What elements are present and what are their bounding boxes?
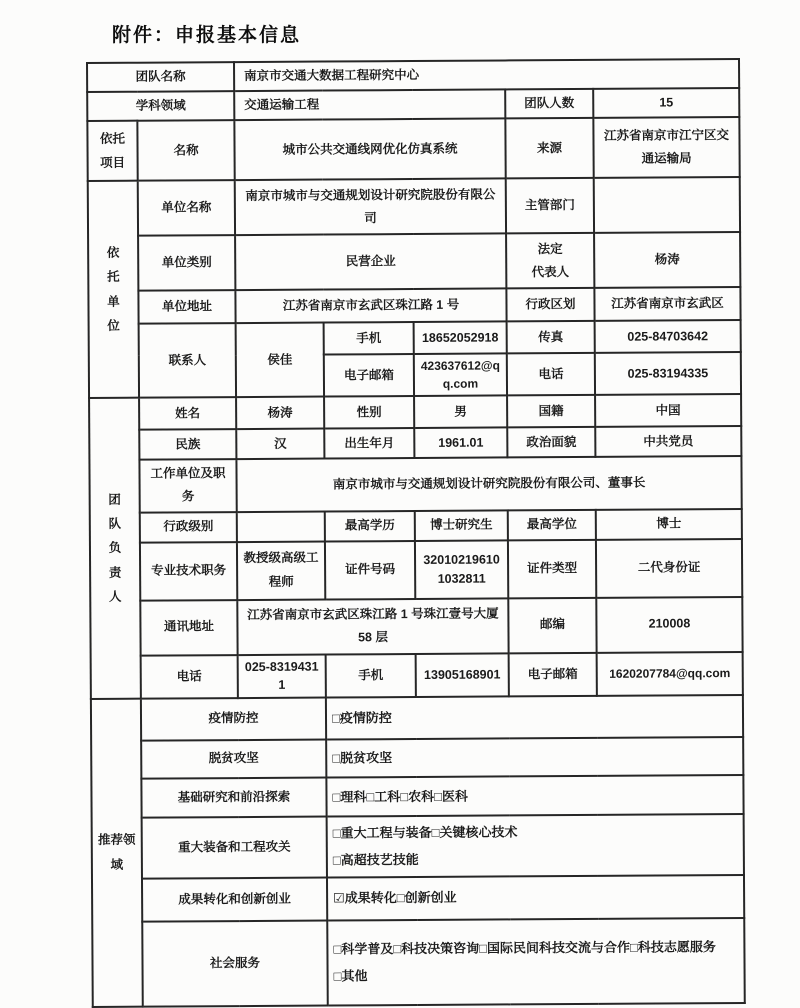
team-size-value: 15 (593, 88, 739, 118)
table-row (92, 875, 744, 922)
project-source-label: 来源 (505, 118, 593, 179)
leader-mobile-value: 13905168901 (416, 653, 509, 697)
legal-rep-label: 法定 代表人 (506, 233, 594, 289)
recommend-row-options (326, 737, 743, 778)
leader-edu-value: 博士研究生 (415, 510, 508, 541)
unit-email-label: 电子邮箱 (324, 354, 414, 397)
checkbox-option-line: □脱贫攻坚 (332, 750, 393, 766)
project-name-value: 城市公共交通线网优化仿真系统 (234, 119, 505, 181)
checkbox-option-line: □疫情防控 (331, 710, 392, 726)
leader-address-value: 江苏省南京市玄武区珠江路 1 号珠江壹号大厦 58 层 (237, 598, 508, 655)
leader-workunit-value: 南京市城市与交通规划设计研究院股份有限公司、董事长 (236, 456, 741, 511)
page-title: 附件：申报基本信息 (112, 25, 302, 46)
recommend-row-options (327, 875, 744, 921)
leader-idnumber-value: 320102196101032811 (415, 540, 508, 599)
checkbox-option-line: □其他 (333, 968, 368, 984)
table-row (91, 651, 743, 698)
admin-division-label: 行政区划 (506, 288, 594, 322)
unit-address-value: 江苏省南京市玄武区珠江路 1 号 (235, 289, 506, 324)
leader-section-label: 团 队 负 责 人 (89, 398, 141, 699)
table-row (90, 509, 742, 543)
leader-idtype-value: 二代身份证 (596, 539, 742, 598)
project-source-value: 江苏省南京市江宁区交通运输局 (593, 117, 739, 178)
recommend-row-options (326, 775, 743, 817)
table-row (89, 320, 741, 356)
leader-adminlevel-value (237, 511, 325, 542)
table-row (87, 88, 739, 121)
unit-address-label: 单位地址 (138, 290, 235, 324)
leader-nationality-value: 中国 (595, 394, 741, 427)
subject-area-label: 学科领域 (87, 91, 234, 121)
unit-section-label: 依 托 单 位 (88, 181, 139, 398)
competent-dept-value (594, 177, 740, 233)
leader-email-label: 电子邮箱 (509, 652, 597, 696)
leader-phone-label: 电话 (141, 655, 238, 699)
table-row (89, 456, 741, 512)
leader-birth-label: 出生年月 (324, 428, 414, 459)
unit-email-value: 423637612@qq.com (414, 354, 507, 397)
table-row (88, 232, 740, 291)
subject-area-value: 交通运输工程 (234, 90, 505, 121)
leader-ethnicity-value: 汉 (236, 429, 324, 460)
unit-mobile-label: 手机 (324, 322, 414, 355)
leader-idnumber-label: 证件号码 (325, 540, 415, 599)
table-row (88, 287, 740, 324)
recommend-row-label: 疫情防控 (141, 698, 326, 741)
table-row (87, 59, 739, 92)
leader-edu-label: 最高学历 (325, 511, 415, 542)
recommend-section-label: 推荐领 域 (91, 699, 143, 1007)
table-row (91, 775, 743, 818)
leader-phone-value: 025-83194311 (238, 654, 326, 698)
leader-gender-value: 男 (414, 396, 507, 429)
recommend-row-options (327, 918, 745, 1006)
table-row (87, 117, 739, 181)
leader-techtitle-label: 专业技术职务 (140, 542, 237, 601)
leader-idtype-label: 证件类型 (508, 539, 596, 598)
team-name-value: 南京市交通大数据工程研究中心 (234, 59, 739, 91)
checkbox-option-line: □理科□工科□农科□医科 (332, 788, 468, 805)
table-row (88, 177, 740, 236)
team-name-label: 团队名称 (87, 62, 234, 92)
leader-zip-value: 210008 (596, 597, 742, 653)
leader-degree-label: 最高学位 (508, 509, 596, 540)
unit-name-label: 单位名称 (138, 180, 235, 236)
unit-fax-label: 传真 (507, 321, 595, 354)
recommend-row-options (326, 695, 743, 740)
contact-value: 侯佳 (236, 323, 324, 398)
leader-zip-label: 邮编 (508, 597, 596, 653)
unit-name-value: 南京市城市与交通规划设计研究院股份有限公司 (235, 179, 506, 236)
leader-nationality-label: 国籍 (507, 395, 595, 428)
recommend-row-label: 成果转化和创新创业 (142, 877, 327, 921)
admin-division-value: 江苏省南京市玄武区 (594, 287, 740, 321)
project-section-label: 依托 项目 (87, 121, 137, 181)
leader-email-value: 1620207784@qq.com (597, 651, 743, 695)
unit-phone-label: 电话 (507, 353, 595, 396)
checkbox-option-line-checked: ☑成果转化□创新创业 (333, 890, 457, 906)
project-name-label: 名称 (137, 120, 234, 181)
table-row (92, 918, 745, 1007)
leader-name-label: 姓名 (139, 397, 236, 430)
leader-mobile-label: 手机 (326, 653, 416, 697)
table-row (90, 597, 742, 656)
checkbox-option-line: □重大工程与装备□关键核心技术 (332, 824, 518, 841)
leader-political-label: 政治面貌 (507, 427, 595, 458)
recommend-row-label: 社会服务 (142, 920, 328, 1006)
recommend-row-label: 重大装备和工程攻关 (142, 817, 327, 879)
leader-address-label: 通讯地址 (140, 600, 237, 656)
competent-dept-label: 主管部门 (506, 178, 594, 234)
leader-workunit-label: 工作单位及职务 (139, 459, 236, 512)
leader-ethnicity-label: 民族 (139, 429, 236, 460)
recommend-row-options (327, 814, 744, 877)
table-row (92, 814, 744, 879)
table-row (91, 737, 743, 779)
table-row (90, 539, 742, 601)
table-row (89, 394, 741, 430)
leader-adminlevel-label: 行政级别 (140, 512, 237, 543)
unit-phone-value: 025-83194335 (595, 352, 741, 395)
leader-birth-value: 1961.01 (414, 428, 507, 459)
unit-fax-value: 025-84703642 (595, 320, 741, 353)
leader-name-value: 杨涛 (236, 397, 324, 430)
unit-mobile-value: 18652052918 (414, 322, 507, 355)
recommend-row-label: 基础研究和前沿探索 (141, 778, 326, 818)
leader-political-value: 中共党员 (595, 426, 741, 457)
checkbox-option-line: □科学普及□科技决策咨询□国际民间科技交流与合作□科技志愿服务 (333, 938, 716, 957)
application-info-table (86, 58, 746, 1008)
table-row (89, 426, 741, 460)
contact-label: 联系人 (139, 323, 236, 398)
recommend-row-label: 脱贫攻坚 (141, 740, 326, 779)
unit-type-value: 民营企业 (235, 234, 506, 291)
checkbox-option-line: □高超技艺技能 (332, 852, 419, 868)
table-row (91, 695, 743, 741)
legal-rep-value: 杨涛 (594, 232, 740, 288)
leader-techtitle-value: 教授级高级工程师 (237, 541, 325, 600)
unit-type-label: 单位类别 (138, 235, 235, 291)
team-size-label: 团队人数 (505, 89, 593, 119)
leader-degree-value: 博士 (596, 509, 742, 540)
leader-gender-label: 性别 (324, 396, 414, 429)
